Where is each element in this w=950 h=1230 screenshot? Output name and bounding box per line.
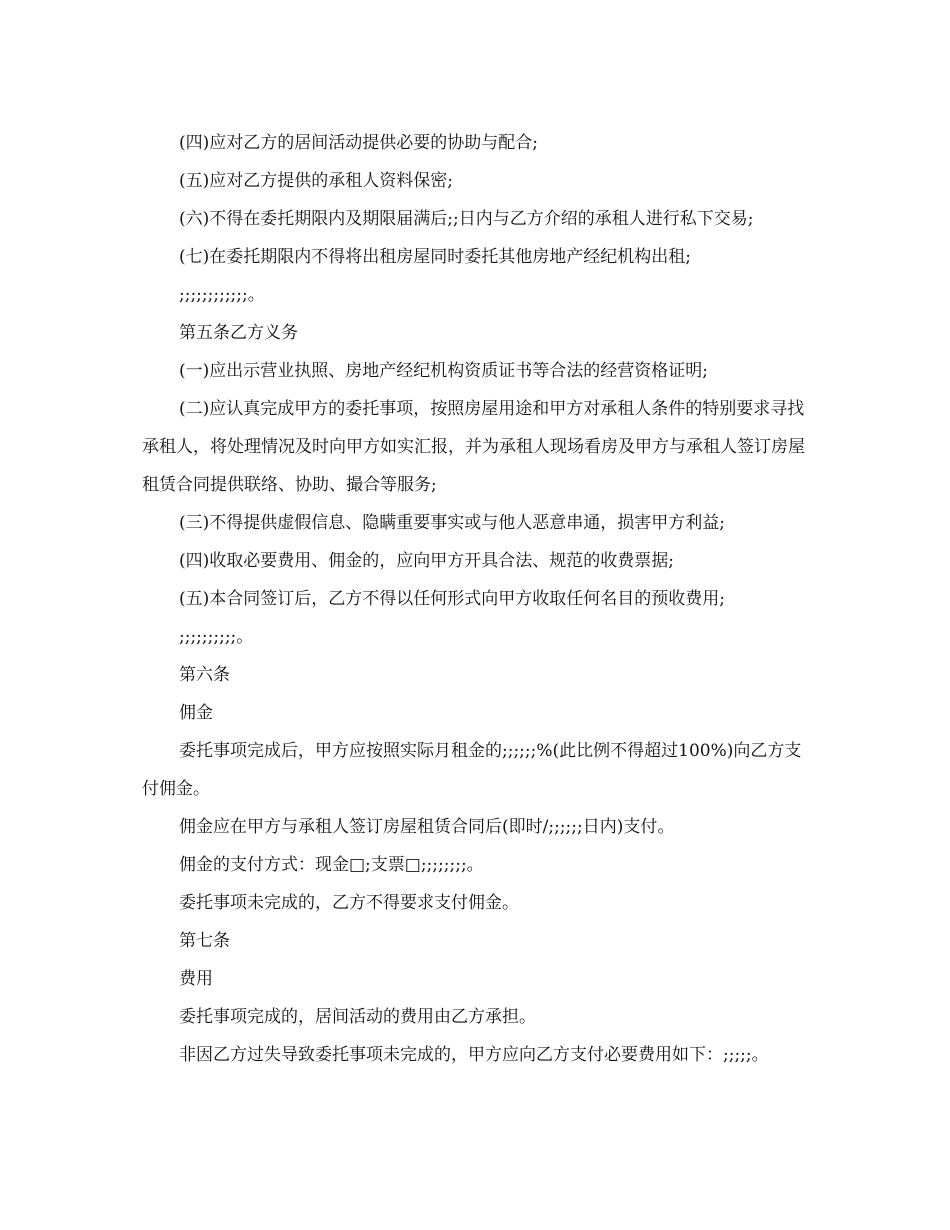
clause-party-b-duty-5: (五)本合同签订后，乙方不得以任何形式向甲方收取任何名目的预收费用; <box>179 589 725 609</box>
clause-party-a-duty-4: (四)应对乙方的居间活动提供必要的协助与配合; <box>179 133 538 153</box>
blank-fill-line: ;;;;;;;;;;。 <box>179 627 254 647</box>
expense-incomplete-clause: 非因乙方过失导致委托事项未完成的，甲方应向乙方支付必要费用如下：;;;;;。 <box>179 1045 769 1065</box>
article-6-heading: 第六条 <box>179 665 230 685</box>
article-7-heading: 第七条 <box>179 931 230 951</box>
clause-party-a-duty-7: (七)在委托期限内不得将出租房屋同时委托其他房地产经纪机构出租; <box>179 247 691 267</box>
clause-party-a-duty-5: (五)应对乙方提供的承租人资料保密; <box>179 171 453 191</box>
blank-fill-line: ;;;;;;;;;;;;。 <box>179 285 265 305</box>
clause-party-b-duty-3: (三)不得提供虚假信息、隐瞒重要事实或与他人恶意串通，损害甲方利益; <box>179 513 725 533</box>
commission-rate-clause: 委托事项完成后，甲方应按照实际月租金的;;;;;;%(此比例不得超过100%)向乙方支付佣金。 <box>142 741 802 799</box>
document-body <box>142 124 810 1074</box>
article-6-title: 佣金 <box>179 703 213 723</box>
article-7-title: 费用 <box>179 969 213 989</box>
clause-party-b-duty-2: (二)应认真完成甲方的委托事项，按照房屋用途和甲方对承租人条件的特别要求寻找承租人，将处理情况及时向甲方如实汇报，并为承租人现场看房及甲方与承租人签订房屋租赁合同提供联络、协助、撮合等服务; <box>142 399 805 495</box>
commission-timing-clause: 佣金应在甲方与承租人签订房屋租赁合同后(即时/;;;;;;日内)支付。 <box>179 817 675 837</box>
clause-party-b-duty-4: (四)收取必要费用、佣金的，应向甲方开具合法、规范的收费票据; <box>179 551 674 571</box>
commission-payment-method: 佣金的支付方式：现金□;支票□;;;;;;;;。 <box>179 855 484 875</box>
article-5-heading: 第五条乙方义务 <box>179 323 298 343</box>
commission-incomplete-clause: 委托事项未完成的，乙方不得要求支付佣金。 <box>179 893 519 913</box>
expense-completed-clause: 委托事项完成的，居间活动的费用由乙方承担。 <box>179 1007 536 1027</box>
clause-party-b-duty-1: (一)应出示营业执照、房地产经纪机构资质证书等合法的经营资格证明; <box>179 361 708 381</box>
clause-party-a-duty-6: (六)不得在委托期限内及期限届满后;;日内与乙方介绍的承租人进行私下交易; <box>179 209 754 229</box>
